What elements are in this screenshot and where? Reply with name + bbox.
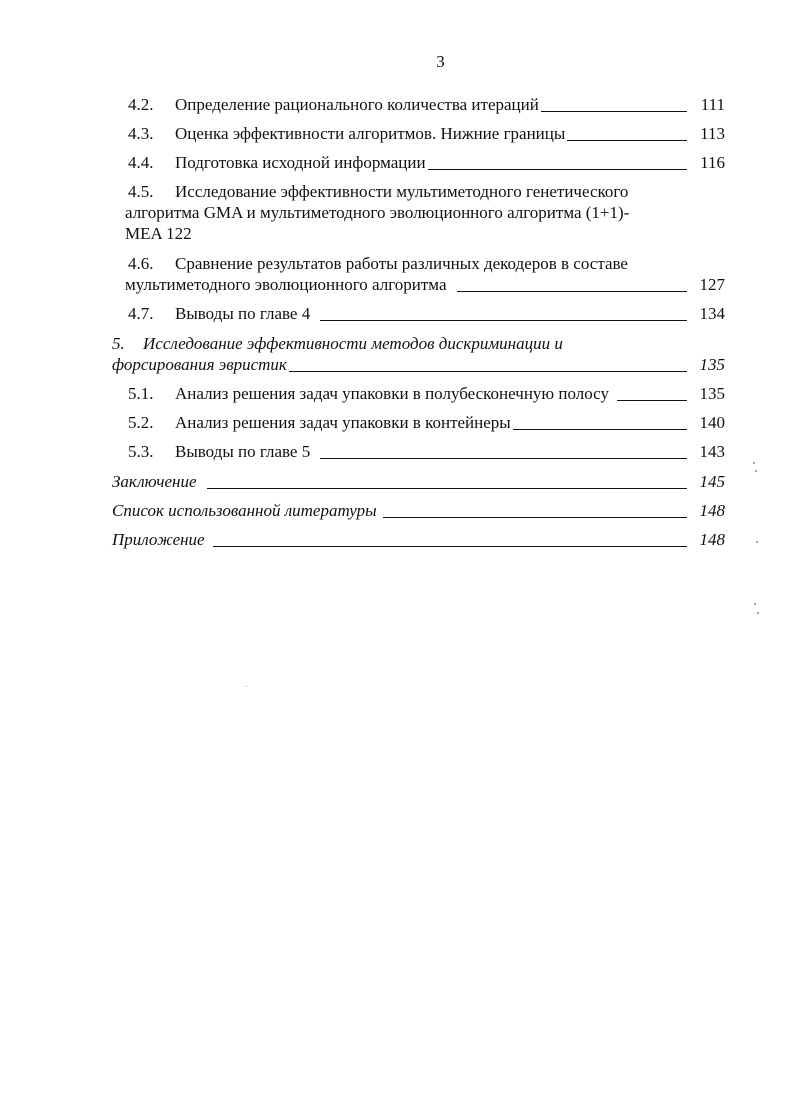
toc-entry-page: 145 bbox=[699, 472, 725, 491]
toc-leader bbox=[289, 371, 687, 372]
toc-entry-page: 140 bbox=[699, 413, 725, 432]
toc-entry-number: 4.2. bbox=[128, 95, 154, 114]
scan-speck bbox=[753, 462, 755, 464]
toc-entry-conclusion bbox=[112, 471, 725, 492]
page-number: 3 bbox=[436, 52, 445, 71]
toc-entry-title: Определение рационального количества итераций bbox=[175, 95, 539, 114]
toc-entry-title-line: Сравнение результатов работы различных декодеров в составе bbox=[175, 254, 628, 273]
toc-entry-number: 4.3. bbox=[128, 124, 154, 143]
toc-entry-number: 4.4. bbox=[128, 153, 154, 172]
toc-entry-number: 4.5. bbox=[128, 182, 154, 201]
toc-entry-title-line: MEA 122 bbox=[125, 224, 192, 243]
toc-entry-title: Выводы по главе 4 bbox=[175, 304, 311, 323]
toc-entry-page: 148 bbox=[699, 530, 725, 549]
toc-leader bbox=[213, 546, 687, 547]
toc-entry-page: 135 bbox=[699, 355, 725, 374]
toc-entry-number: 4.6. bbox=[128, 254, 154, 273]
toc-entry-page: 116 bbox=[700, 153, 725, 172]
toc-leader bbox=[320, 320, 687, 321]
toc-entry-page: 113 bbox=[700, 124, 725, 143]
toc-entry-title: Выводы по главе 5 bbox=[175, 442, 311, 461]
toc-entry-title: Анализ решения задач упаковки в полубесконечную полосу bbox=[175, 384, 609, 403]
toc-entry-number: 5. bbox=[112, 334, 125, 353]
toc-entry-title-line: алгоритма GMA и мультиметодного эволюционного алгоритма (1+1)- bbox=[125, 203, 630, 222]
toc-entry-page: 135 bbox=[699, 384, 725, 403]
toc-entry-number: 4.7. bbox=[128, 304, 154, 323]
toc-entry-number: 5.3. bbox=[128, 442, 154, 461]
toc-entry-title-line: Исследование эффективности мультиметодного генетического bbox=[175, 182, 629, 201]
scan-speck bbox=[755, 470, 757, 472]
toc-entry-number: 5.1. bbox=[128, 384, 154, 403]
scan-speck bbox=[754, 603, 756, 605]
scan-speck bbox=[246, 686, 247, 687]
toc-entry-title-line: Исследование эффективности методов дискриминации и bbox=[143, 334, 563, 353]
toc-entry-title: Список использованной литературы bbox=[112, 501, 377, 520]
toc-entry-number: 5.2. bbox=[128, 413, 154, 432]
toc-entry-4-5 bbox=[125, 181, 725, 244]
toc-entry-4-4 bbox=[128, 152, 725, 173]
toc-entry-4-2 bbox=[128, 94, 725, 115]
toc-entry-4-7 bbox=[128, 303, 725, 324]
toc-leader bbox=[617, 400, 687, 401]
toc-entry-4-6 bbox=[125, 253, 725, 295]
toc-entry-title-line: форсирования эвристик bbox=[112, 355, 287, 374]
toc-entry-page: 111 bbox=[700, 95, 725, 114]
toc-leader bbox=[567, 140, 687, 141]
toc-leader bbox=[513, 429, 687, 430]
toc-leader bbox=[383, 517, 687, 518]
scan-speck bbox=[756, 541, 758, 543]
toc-entry-page: 148 bbox=[699, 501, 725, 520]
toc-entry-title: Оценка эффективности алгоритмов. Нижние границы bbox=[175, 124, 566, 143]
toc-entry-5-3 bbox=[128, 441, 725, 462]
toc-leader bbox=[428, 169, 687, 170]
toc-entry-page: 143 bbox=[699, 442, 725, 461]
toc-entry-appendix bbox=[112, 529, 725, 550]
toc-entry-page: 134 bbox=[699, 304, 725, 323]
toc-entry-title-line: мультиметодного эволюционного алгоритма bbox=[125, 275, 447, 294]
toc-leader bbox=[207, 488, 687, 489]
toc-entry-title: Заключение bbox=[112, 472, 197, 491]
toc-leader bbox=[457, 291, 688, 292]
toc-entry-references bbox=[112, 500, 725, 521]
toc-entry-5-1 bbox=[128, 383, 725, 404]
toc-entry-5-2 bbox=[128, 412, 725, 433]
toc-leader bbox=[320, 458, 687, 459]
toc-entry-4-3 bbox=[128, 123, 725, 144]
toc-entry-title: Приложение bbox=[112, 530, 205, 549]
toc-entry-title: Анализ решения задач упаковки в контейнеры bbox=[175, 413, 511, 432]
toc-entry-title: Подготовка исходной информации bbox=[175, 153, 426, 172]
toc-leader bbox=[541, 111, 687, 112]
toc-entry-5 bbox=[112, 333, 725, 375]
scan-speck bbox=[757, 612, 759, 614]
toc-entry-page: 127 bbox=[699, 275, 725, 294]
